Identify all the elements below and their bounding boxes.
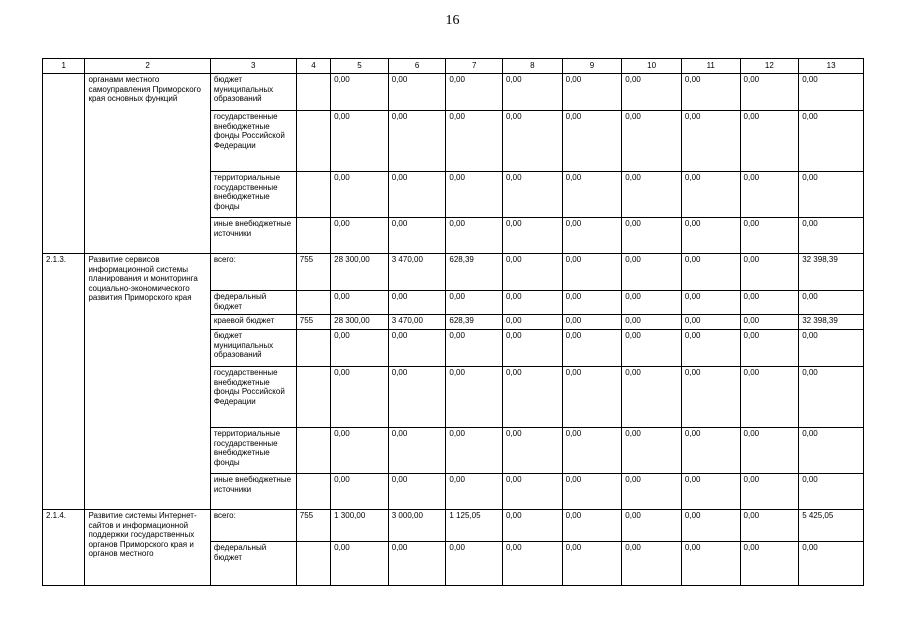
amount-cell: 0,00 xyxy=(562,172,622,218)
amount-cell: 0,00 xyxy=(502,542,562,586)
grbs-code xyxy=(296,74,330,111)
funding-source: территориальные государственные внебюджетные фонды xyxy=(210,172,296,218)
amount-cell: 0,00 xyxy=(681,172,740,218)
amount-cell: 0,00 xyxy=(331,428,389,474)
amount-cell: 0,00 xyxy=(331,218,389,254)
amount-cell: 0,00 xyxy=(388,542,446,586)
funding-source: иные внебюджетные источники xyxy=(210,218,296,254)
amount-cell: 0,00 xyxy=(622,542,682,586)
amount-cell: 0,00 xyxy=(681,474,740,510)
amount-cell: 0,00 xyxy=(331,111,389,172)
amount-cell: 0,00 xyxy=(681,367,740,428)
measure-name: Развитие сервисов информационной системы планирования и мониторинга социально-экономического развития Приморского края xyxy=(85,254,210,510)
amount-cell: 0,00 xyxy=(740,74,799,111)
amount-cell: 0,00 xyxy=(740,291,799,315)
amount-cell: 0,00 xyxy=(799,330,864,367)
amount-cell: 32 398,39 xyxy=(799,315,864,330)
amount-cell: 0,00 xyxy=(740,218,799,254)
amount-cell: 0,00 xyxy=(562,218,622,254)
amount-cell: 0,00 xyxy=(740,428,799,474)
amount-cell: 0,00 xyxy=(622,254,682,291)
amount-cell: 0,00 xyxy=(331,172,389,218)
amount-cell: 0,00 xyxy=(388,74,446,111)
amount-cell: 0,00 xyxy=(681,111,740,172)
amount-cell: 0,00 xyxy=(562,367,622,428)
amount-cell: 0,00 xyxy=(740,315,799,330)
header-row xyxy=(43,59,864,74)
grbs-code: 755 xyxy=(296,510,330,542)
amount-cell: 0,00 xyxy=(502,330,562,367)
amount-cell: 0,00 xyxy=(388,291,446,315)
amount-cell: 0,00 xyxy=(388,474,446,510)
amount-cell: 0,00 xyxy=(446,330,503,367)
funding-source: краевой бюджет xyxy=(210,315,296,330)
table-row xyxy=(43,510,864,542)
amount-cell: 0,00 xyxy=(740,542,799,586)
grbs-code xyxy=(296,172,330,218)
grbs-code xyxy=(296,111,330,172)
row-code: 2.1.4. xyxy=(43,510,85,586)
amount-cell: 3 470,00 xyxy=(388,254,446,291)
amount-cell: 0,00 xyxy=(681,315,740,330)
column-header: 4 xyxy=(296,59,330,74)
amount-cell: 0,00 xyxy=(562,315,622,330)
grbs-code: 755 xyxy=(296,315,330,330)
column-header: 5 xyxy=(331,59,389,74)
amount-cell: 0,00 xyxy=(622,474,682,510)
amount-cell: 0,00 xyxy=(562,510,622,542)
amount-cell: 0,00 xyxy=(502,291,562,315)
amount-cell: 0,00 xyxy=(622,74,682,111)
column-header: 12 xyxy=(740,59,799,74)
row-code xyxy=(43,74,85,254)
amount-cell: 0,00 xyxy=(446,428,503,474)
column-header: 6 xyxy=(388,59,446,74)
funding-source: территориальные государственные внебюджетные фонды xyxy=(210,428,296,474)
amount-cell: 0,00 xyxy=(502,474,562,510)
row-code: 2.1.3. xyxy=(43,254,85,510)
table-row xyxy=(43,74,864,111)
amount-cell: 0,00 xyxy=(446,172,503,218)
column-header: 1 xyxy=(43,59,85,74)
amount-cell: 0,00 xyxy=(799,291,864,315)
amount-cell: 0,00 xyxy=(331,291,389,315)
funding-source: бюджет муниципальных образований xyxy=(210,330,296,367)
amount-cell: 28 300,00 xyxy=(331,254,389,291)
grbs-code xyxy=(296,474,330,510)
amount-cell: 0,00 xyxy=(331,330,389,367)
amount-cell: 0,00 xyxy=(740,474,799,510)
amount-cell: 0,00 xyxy=(502,510,562,542)
funding-source: государственные внебюджетные фонды Российской Федерации xyxy=(210,367,296,428)
amount-cell: 0,00 xyxy=(740,111,799,172)
amount-cell: 0,00 xyxy=(331,74,389,111)
amount-cell: 0,00 xyxy=(681,428,740,474)
table-body xyxy=(43,74,864,586)
grbs-code xyxy=(296,428,330,474)
amount-cell: 0,00 xyxy=(681,74,740,111)
amount-cell: 0,00 xyxy=(388,330,446,367)
amount-cell: 32 398,39 xyxy=(799,254,864,291)
funding-source: всего: xyxy=(210,254,296,291)
amount-cell: 0,00 xyxy=(681,510,740,542)
amount-cell: 0,00 xyxy=(681,330,740,367)
amount-cell: 0,00 xyxy=(446,111,503,172)
funding-source: иные внебюджетные источники xyxy=(210,474,296,510)
amount-cell: 0,00 xyxy=(388,218,446,254)
amount-cell: 0,00 xyxy=(446,218,503,254)
column-header: 9 xyxy=(562,59,622,74)
table-row xyxy=(43,254,864,291)
column-header: 7 xyxy=(446,59,503,74)
column-header: 11 xyxy=(681,59,740,74)
measure-name: органами местного самоуправления Приморского края основных функций xyxy=(85,74,210,254)
column-header: 2 xyxy=(85,59,210,74)
amount-cell: 0,00 xyxy=(446,291,503,315)
column-header: 8 xyxy=(502,59,562,74)
column-header: 3 xyxy=(210,59,296,74)
amount-cell: 0,00 xyxy=(681,291,740,315)
grbs-code: 755 xyxy=(296,254,330,291)
amount-cell: 0,00 xyxy=(388,367,446,428)
amount-cell: 0,00 xyxy=(502,254,562,291)
amount-cell: 0,00 xyxy=(681,254,740,291)
amount-cell: 0,00 xyxy=(681,218,740,254)
amount-cell: 0,00 xyxy=(740,367,799,428)
amount-cell: 0,00 xyxy=(681,542,740,586)
amount-cell: 0,00 xyxy=(502,74,562,111)
amount-cell: 0,00 xyxy=(799,74,864,111)
amount-cell: 628,39 xyxy=(446,254,503,291)
amount-cell: 0,00 xyxy=(562,542,622,586)
amount-cell: 0,00 xyxy=(562,111,622,172)
amount-cell: 0,00 xyxy=(446,474,503,510)
amount-cell: 0,00 xyxy=(388,172,446,218)
page-number: 16 xyxy=(445,13,460,28)
amount-cell: 0,00 xyxy=(622,330,682,367)
amount-cell: 0,00 xyxy=(562,254,622,291)
funding-source: всего: xyxy=(210,510,296,542)
amount-cell: 0,00 xyxy=(740,254,799,291)
amount-cell: 628,39 xyxy=(446,315,503,330)
amount-cell: 0,00 xyxy=(799,474,864,510)
amount-cell: 3 000,00 xyxy=(388,510,446,542)
amount-cell: 0,00 xyxy=(502,111,562,172)
amount-cell: 0,00 xyxy=(799,428,864,474)
amount-cell: 0,00 xyxy=(622,172,682,218)
amount-cell: 0,00 xyxy=(502,172,562,218)
amount-cell: 0,00 xyxy=(622,291,682,315)
amount-cell: 3 470,00 xyxy=(388,315,446,330)
amount-cell: 0,00 xyxy=(562,330,622,367)
amount-cell: 0,00 xyxy=(622,111,682,172)
grbs-code xyxy=(296,330,330,367)
measure-name: Развитие системы Интернет-сайтов и информационной поддержки государственных органов Приморского края и органов местного xyxy=(85,510,210,586)
funding-source: государственные внебюджетные фонды Российской Федерации xyxy=(210,111,296,172)
amount-cell: 0,00 xyxy=(562,428,622,474)
amount-cell: 0,00 xyxy=(740,330,799,367)
amount-cell: 0,00 xyxy=(388,428,446,474)
amount-cell: 0,00 xyxy=(799,542,864,586)
amount-cell: 0,00 xyxy=(331,542,389,586)
amount-cell: 0,00 xyxy=(562,474,622,510)
amount-cell: 0,00 xyxy=(622,315,682,330)
funding-source: федеральный бюджет xyxy=(210,542,296,586)
amount-cell: 28 300,00 xyxy=(331,315,389,330)
amount-cell: 0,00 xyxy=(331,367,389,428)
amount-cell: 0,00 xyxy=(799,111,864,172)
amount-cell: 0,00 xyxy=(740,510,799,542)
amount-cell: 0,00 xyxy=(502,218,562,254)
budget-table xyxy=(42,58,864,586)
amount-cell: 0,00 xyxy=(740,172,799,218)
amount-cell: 0,00 xyxy=(502,367,562,428)
amount-cell: 5 425,05 xyxy=(799,510,864,542)
amount-cell: 0,00 xyxy=(502,315,562,330)
column-header: 13 xyxy=(799,59,864,74)
amount-cell: 0,00 xyxy=(799,367,864,428)
amount-cell: 0,00 xyxy=(446,542,503,586)
amount-cell: 0,00 xyxy=(622,428,682,474)
funding-source: федеральный бюджет xyxy=(210,291,296,315)
amount-cell: 0,00 xyxy=(388,111,446,172)
amount-cell: 0,00 xyxy=(331,474,389,510)
amount-cell: 1 125,05 xyxy=(446,510,503,542)
amount-cell: 0,00 xyxy=(502,428,562,474)
amount-cell: 0,00 xyxy=(446,74,503,111)
amount-cell: 0,00 xyxy=(799,172,864,218)
grbs-code xyxy=(296,291,330,315)
amount-cell: 0,00 xyxy=(562,74,622,111)
grbs-code xyxy=(296,367,330,428)
amount-cell: 0,00 xyxy=(446,367,503,428)
column-header: 10 xyxy=(622,59,682,74)
amount-cell: 1 300,00 xyxy=(331,510,389,542)
grbs-code xyxy=(296,218,330,254)
amount-cell: 0,00 xyxy=(562,291,622,315)
amount-cell: 0,00 xyxy=(622,218,682,254)
funding-source: бюджет муниципальных образований xyxy=(210,74,296,111)
amount-cell: 0,00 xyxy=(622,510,682,542)
amount-cell: 0,00 xyxy=(622,367,682,428)
grbs-code xyxy=(296,542,330,586)
amount-cell: 0,00 xyxy=(799,218,864,254)
